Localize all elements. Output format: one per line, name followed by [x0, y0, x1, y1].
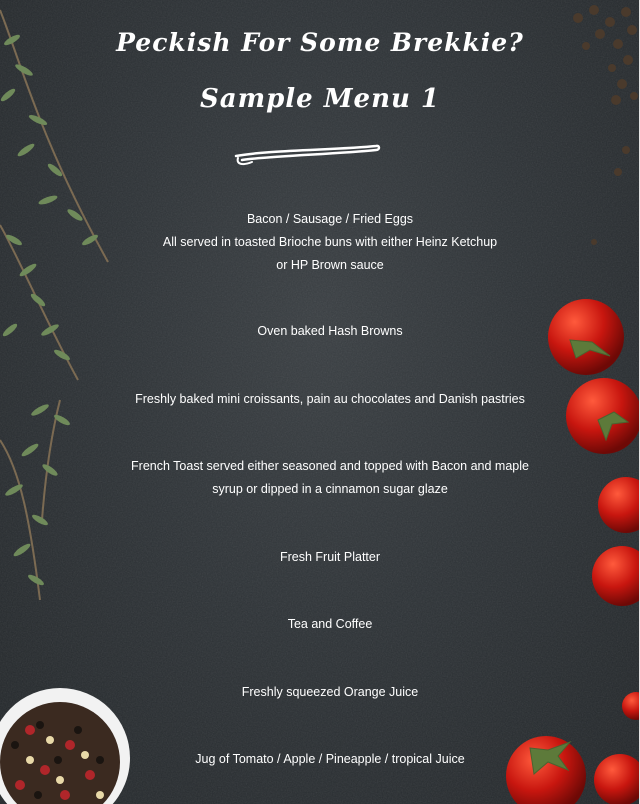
menu-item-fruit-platter: [90, 546, 570, 569]
menu-item-juice-jug: [90, 748, 570, 771]
menu-item-line: Jug of Tomato / Apple / Pineapple / tropical Juice: [195, 752, 465, 766]
menu-item-pastries: [90, 388, 570, 411]
menu-subtitle: Sample Menu 1: [199, 84, 441, 114]
menu-item-line: Freshly squeezed Orange Juice: [241, 685, 419, 699]
menu-item-hash-browns: [90, 320, 570, 343]
menu-item-line: Bacon / Sausage / Fried Eggs: [246, 212, 414, 226]
menu-item-line: Tea and Coffee: [287, 617, 373, 631]
menu-item-tea-coffee: [90, 613, 570, 636]
menu-item-line: Fresh Fruit Platter: [279, 550, 381, 564]
menu-item-line: French Toast served either seasoned and topped with Bacon and maple: [131, 459, 529, 473]
menu-item-orange-juice: [90, 681, 570, 704]
menu-item-line: Oven baked Hash Browns: [257, 324, 403, 338]
menu-item-breakfast-buns: [90, 208, 570, 277]
menu-item-line: Freshly baked mini croissants, pain au chocolates and Danish pastries: [135, 392, 525, 406]
menu-item-line: syrup or dipped in a cinnamon sugar glaze: [212, 482, 448, 496]
swash-divider-icon: [228, 136, 388, 172]
menu-title: Peckish For Some Brekkie?: [116, 28, 524, 57]
menu-item-line: All served in toasted Brioche buns with either Heinz Ketchup: [162, 235, 498, 249]
menu-item-line: or HP Brown sauce: [276, 258, 384, 272]
menu-item-french-toast: [90, 455, 570, 501]
